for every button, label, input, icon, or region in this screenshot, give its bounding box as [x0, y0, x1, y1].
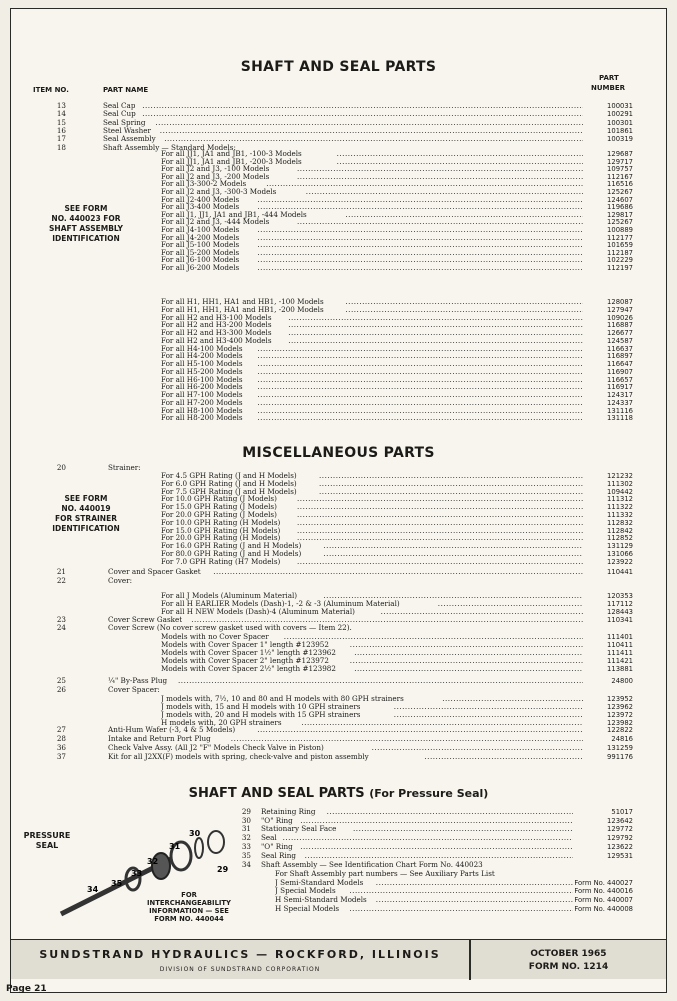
row-leader-dots	[319, 488, 583, 496]
row-part-name: Seal Cup	[103, 110, 136, 119]
row-leader-dots	[257, 264, 583, 272]
row-part-name: For all H4-200 Models	[161, 352, 243, 361]
label-line: PRESSURE	[23, 831, 71, 840]
row-part-name: H Semi-Standard Models	[275, 896, 367, 905]
row-item-no	[36, 711, 66, 719]
note-line: NO. 440019	[61, 504, 111, 513]
note-line: INFORMATION — SEE	[149, 907, 229, 915]
header-part-name: PART NAME	[103, 86, 149, 94]
row-part-number: 100889	[607, 226, 633, 234]
row-part-number: 116637	[607, 344, 633, 353]
row-leader-dots	[300, 817, 573, 825]
note-line: IDENTIFICATION	[52, 234, 120, 243]
row-part-name: For all J5-200 Models	[161, 248, 240, 257]
row-part-name: "O" Ring	[261, 842, 293, 851]
row-leader-dots	[142, 102, 583, 110]
row-part-name: For 7.0 GPH Rating (H7 Models)	[161, 557, 281, 566]
row-part-name: Cover and Spacer Gasket	[108, 568, 201, 576]
row-item-no	[36, 633, 66, 641]
row-part-number: 111401	[607, 633, 633, 641]
row-part-number: 116516	[607, 180, 633, 189]
header-item-no: ITEM NO.	[33, 86, 69, 94]
row-part-number: 991176	[607, 753, 633, 761]
row-part-name: For all H NEW Models (Dash)-4 (Aluminum Material)	[161, 608, 355, 616]
row-leader-dots	[376, 896, 573, 904]
row-part-name: For all H8-100 Models	[161, 406, 243, 415]
row-leader-dots	[394, 703, 583, 711]
row-leader-dots	[297, 534, 583, 542]
row-item-no: 37	[56, 752, 66, 761]
row-part-name: For all J2 and J3, -444 Models	[161, 218, 270, 227]
row-part-number: 123982	[607, 719, 633, 727]
row-part-name: Cover:	[108, 577, 132, 585]
row-part-name: J models with, 20 and H models with 15 GPH strainers	[161, 711, 361, 719]
footer-company: SUNDSTRAND HYDRAULICS — ROCKFORD, ILLINOIS	[39, 948, 441, 961]
row-leader-dots	[394, 711, 583, 719]
row-part-name: J models with, 7½, 10 and 80 and H models with 80 GPH strainers	[161, 695, 404, 703]
row-item-no	[36, 649, 66, 657]
row-leader-dots	[354, 665, 583, 673]
row-part-number: 113881	[607, 665, 633, 673]
row-part-name: Seal Spring	[103, 118, 146, 127]
row-leader-dots	[376, 879, 573, 887]
header-number: NUMBER	[591, 84, 626, 92]
page-frame	[10, 8, 667, 993]
shaft-assembly-note	[41, 204, 131, 244]
row-leader-dots	[442, 695, 583, 703]
row-part-name: For 16.0 GPH Rating (J and H Models)	[161, 542, 302, 551]
row-part-number: 24800	[611, 677, 633, 685]
row-part-number: 123922	[607, 557, 633, 566]
row-part-number: 111411	[607, 649, 633, 657]
row-part-name: Anti-Hum Wafer (-3, 4 & 5 Models)	[108, 726, 236, 734]
row-item-no	[36, 558, 66, 566]
row-leader-dots	[142, 110, 583, 118]
row-part-number: 131118	[607, 414, 633, 423]
row-item-no: 29	[241, 807, 251, 816]
note-line: FOR STRAINER	[55, 514, 117, 523]
row-part-name: For all H2 and H3-100 Models	[161, 313, 272, 322]
diagram-label-29: 29	[217, 865, 229, 874]
row-part-name: For 7.5 GPH Rating (J and H Models)	[161, 487, 297, 496]
row-leader-dots	[381, 608, 583, 616]
row-part-number: 129817	[607, 210, 633, 219]
row-part-number: 123972	[607, 711, 633, 719]
row-part-number: 100301	[607, 118, 633, 127]
row-part-number: 119686	[607, 203, 633, 212]
row-part-number: 128443	[607, 608, 633, 616]
row-leader-dots	[284, 633, 583, 641]
row-part-number: 120353	[607, 592, 633, 600]
row-part-number: Form No. 440008	[574, 905, 633, 913]
row-item-no: 13	[56, 101, 66, 110]
row-item-no: 30	[241, 815, 251, 825]
row-part-number: 125267	[607, 188, 633, 196]
row-part-name: Models with Cover Spacer 1" length #123952	[161, 641, 329, 649]
row-part-name: Check Valve Assy. (All J2 "F" Models Check Valve in Piston)	[108, 744, 324, 752]
note-line: SEE FORM	[64, 204, 108, 213]
row-part-name: For all J3-300-2 Models	[161, 180, 247, 189]
row-part-name: ¼" By-Pass Plug	[108, 677, 168, 685]
row-leader-dots	[372, 744, 583, 752]
row-part-number: 131129	[607, 542, 633, 551]
row-part-name: For all H7-100 Models	[161, 391, 243, 399]
row-item-no	[36, 414, 66, 422]
row-part-number: 123642	[607, 816, 633, 825]
row-part-number: 101861	[607, 126, 633, 135]
row-leader-dots	[323, 542, 583, 550]
row-part-name: Seal Assembly	[103, 135, 156, 144]
row-part-name: For all J4-100 Models	[161, 226, 240, 234]
row-part-number: 111312	[607, 495, 633, 504]
row-part-name: J Semi-Standard Models	[275, 878, 364, 887]
footer-division: DIVISION OF SUNDSTRAND CORPORATION	[159, 966, 321, 973]
row-part-number: 112177	[607, 233, 633, 242]
row-part-number: 123952	[607, 695, 633, 703]
row-leader-dots	[350, 657, 583, 665]
row-part-number: 124337	[607, 398, 633, 407]
diagram-label-31: 31	[169, 842, 181, 851]
row-part-name: Retaining Ring	[261, 808, 316, 816]
diagram-label-32: 32	[147, 857, 159, 866]
row-part-name: For 10.0 GPH Rating (J Models)	[161, 495, 277, 504]
row-part-number: 117112	[607, 600, 633, 608]
footer-form: FORM NO. 1214	[528, 962, 609, 972]
row-leader-dots	[231, 735, 583, 743]
row-part-number: 116907	[607, 367, 633, 376]
row-part-name: For all H4-100 Models	[161, 344, 243, 353]
row-item-no: 33	[241, 841, 251, 851]
row-leader-dots	[319, 480, 583, 488]
row-leader-dots	[297, 558, 583, 566]
row-part-name: Models with no Cover Spacer	[161, 633, 269, 641]
row-leader-dots	[349, 887, 573, 895]
row-part-number: 24816	[611, 735, 633, 743]
note-line: IDENTIFICATION	[52, 524, 120, 533]
row-item-no: 24	[56, 623, 66, 632]
row-item-no	[36, 665, 66, 673]
row-item-no: 32	[241, 833, 251, 843]
row-item-no: 31	[241, 824, 251, 834]
row-leader-dots	[155, 119, 583, 127]
row-leader-dots	[213, 568, 583, 576]
row-leader-dots	[354, 649, 583, 657]
section-title-pressure-seal	[11, 786, 666, 801]
row-item-no: 28	[56, 734, 66, 743]
row-part-number: 123962	[607, 703, 633, 711]
diagram-label-34: 34	[87, 885, 99, 894]
row-part-name: For all H1, HH1, HA1 and HB1, -200 Models	[161, 305, 324, 314]
header-part: PART	[599, 74, 619, 82]
row-part-name: For 20.0 GPH Rating (J Models)	[161, 511, 277, 519]
row-part-number: 129772	[607, 825, 633, 834]
row-item-no	[36, 542, 66, 550]
row-part-name: For all H7-200 Models	[161, 398, 243, 407]
row-part-number: 111322	[607, 503, 633, 512]
strainer-note	[41, 494, 131, 534]
row-part-name: "O" Ring	[261, 816, 293, 825]
row-part-name: Seal Ring	[261, 851, 296, 860]
row-part-number: 122822	[607, 726, 633, 734]
row-leader-dots	[323, 550, 583, 558]
row-part-name: Shaft Assembly — See Identification Chart Form No. 440023	[261, 861, 483, 869]
row-item-no	[36, 264, 66, 272]
row-part-name: For Shaft Assembly part numbers — See Auxiliary Parts List	[275, 869, 495, 878]
row-item-no	[36, 480, 66, 488]
row-leader-dots	[353, 825, 573, 833]
label-line: SEAL	[35, 841, 59, 850]
row-item-no	[36, 600, 66, 608]
row-part-number: 116647	[607, 360, 633, 368]
row-item-no: 36	[56, 743, 66, 752]
row-part-name: For all J1, JJ1, JA1 and JB1, -444 Models	[161, 210, 307, 219]
row-item-no: 35	[241, 850, 251, 860]
row-part-number: 127947	[607, 305, 633, 314]
row-part-name: J Special Models	[275, 887, 336, 896]
row-part-number: 109026	[607, 313, 633, 322]
row-part-number: 101659	[607, 241, 633, 250]
row-part-name: Seal Cap	[103, 102, 136, 110]
row-item-no	[36, 703, 66, 711]
footer	[11, 939, 666, 979]
row-part-name: For all JJ1, JA1 and JB1, -200-3 Models	[161, 157, 302, 166]
row-item-no: 27	[56, 725, 66, 734]
row-leader-dots	[424, 753, 583, 761]
note-line: SEE FORM	[64, 494, 108, 503]
row-part-name: For 6.0 GPH Rating (J and H Models)	[161, 479, 297, 488]
row-part-number: 112197	[607, 264, 633, 272]
row-part-name: For all H6-200 Models	[161, 383, 243, 392]
row-part-number: 100319	[607, 135, 633, 144]
row-item-no: 15	[56, 117, 66, 127]
row-item-no: 16	[56, 125, 66, 135]
row-part-number: 125267	[607, 218, 633, 227]
row-part-number: Form No. 440007	[574, 896, 633, 905]
row-item-no	[36, 641, 66, 649]
row-leader-dots	[327, 808, 573, 816]
row-part-name: Cover Screw (No cover screw gasket used with covers — Item 22).	[108, 624, 352, 632]
row-part-number: 111332	[607, 511, 633, 519]
row-item-no: 21	[56, 567, 66, 576]
row-leader-dots	[160, 127, 583, 135]
row-part-name: For all JJ1, JA1 and JB1, -100-3 Models	[161, 150, 302, 158]
row-part-name: For all H EARLIER Models (Dash)-1, -2 & -3 (Aluminum Material)	[161, 600, 400, 608]
row-part-number: 121232	[607, 472, 633, 480]
row-item-no: 23	[56, 615, 66, 624]
row-part-number: 124607	[607, 195, 633, 204]
row-item-no	[36, 550, 66, 558]
row-part-name: For all J2-400 Models	[161, 195, 240, 204]
row-part-number: 128087	[607, 298, 633, 306]
row-part-name: For all H1, HH1, HA1 and HB1, -100 Models	[161, 298, 324, 306]
row-part-number: 112832	[607, 518, 633, 527]
row-part-name: Seal	[261, 834, 277, 843]
row-part-name: For all H5-100 Models	[161, 360, 243, 368]
row-item-no: 20	[56, 463, 66, 472]
row-part-number: 109757	[607, 165, 633, 174]
row-part-number: 131116	[607, 406, 633, 415]
row-part-name: For all J4-200 Models	[161, 233, 240, 242]
row-part-number: 100031	[607, 102, 633, 110]
row-part-name: For all H5-200 Models	[161, 367, 243, 376]
row-item-no	[36, 534, 66, 542]
row-leader-dots	[297, 527, 583, 535]
row-part-number: 51017	[611, 808, 633, 816]
row-part-name: For all J2 and J3, -100 Models	[161, 165, 270, 174]
row-part-number: 109442	[607, 487, 633, 496]
row-part-number: 100291	[607, 110, 633, 119]
row-leader-dots	[349, 905, 573, 913]
row-leader-dots	[323, 592, 583, 600]
row-part-name: Stationary Seal Face	[261, 825, 337, 834]
row-item-no: 17	[56, 134, 66, 144]
note-line: NO. 440023 FOR	[51, 214, 121, 223]
row-item-no: 14	[56, 109, 66, 119]
row-part-number: 111302	[607, 479, 633, 488]
row-item-no: 22	[56, 576, 66, 585]
diagram-label-33: 33	[131, 869, 143, 878]
row-part-name: For all J Models (Aluminum Material)	[161, 592, 298, 600]
pressure-subtitle: (For Pressure Seal)	[369, 787, 489, 800]
row-item-no: 18	[56, 142, 66, 152]
row-leader-dots	[283, 834, 573, 842]
row-part-number: 129687	[607, 150, 633, 158]
row-part-number: 123622	[607, 842, 633, 851]
row-part-name: Steel Washer	[103, 126, 151, 135]
row-leader-dots	[319, 472, 583, 480]
section-title-misc: MISCELLANEOUS PARTS	[242, 445, 435, 461]
diagram-label-30: 30	[189, 829, 201, 838]
row-part-number: 112852	[607, 534, 633, 543]
note-line: INTERCHANGEABILITY	[147, 899, 231, 907]
row-part-name: For all J5-100 Models	[161, 241, 240, 250]
row-leader-dots	[297, 503, 583, 511]
section-title-shaft-seal: SHAFT AND SEAL PARTS	[240, 59, 437, 75]
row-part-name: H Special Models	[275, 905, 340, 913]
row-leader-dots	[297, 495, 583, 503]
row-part-name: Cover Screw Gasket	[108, 616, 183, 624]
row-part-name: Models with Cover Spacer 1½" length #123962	[161, 649, 336, 657]
row-part-number: 110411	[607, 641, 633, 649]
row-part-number: 126677	[607, 329, 633, 337]
row-part-number: 111421	[607, 657, 633, 665]
row-part-name: J models with, 15 and H models with 10 GPH strainers	[161, 703, 361, 711]
row-part-number: 110441	[607, 568, 633, 576]
row-part-name: Models with Cover Spacer 2" length #123972	[161, 657, 329, 665]
row-part-name: For all H6-100 Models	[161, 375, 243, 384]
row-item-no	[36, 592, 66, 600]
row-part-number: 112187	[607, 248, 633, 257]
row-leader-dots	[164, 135, 583, 143]
note-line: FOR	[181, 891, 197, 899]
row-part-name: Strainer:	[108, 464, 141, 472]
row-leader-dots	[257, 726, 583, 734]
row-part-name: For 10.0 GPH Rating (H Models)	[161, 518, 281, 527]
row-part-number: 112842	[607, 526, 633, 535]
row-part-name: For 15.0 GPH Rating (J Models)	[161, 503, 277, 512]
row-leader-dots	[305, 852, 573, 860]
row-part-name: Kit for all J2XX(F) models with spring, check-valve and piston assembly	[108, 753, 369, 761]
note-line: SHAFT ASSEMBLY	[49, 224, 123, 233]
row-item-no	[36, 695, 66, 703]
row-part-number: 102229	[607, 256, 633, 265]
row-part-number: 112167	[607, 172, 633, 181]
row-part-number: Form No. 440027	[574, 878, 633, 887]
page-number: Page 21	[6, 984, 47, 994]
row-part-number: Form No. 440016	[574, 887, 633, 896]
row-part-number: 129792	[607, 834, 633, 843]
row-part-name: For all H2 and H3-200 Models	[161, 321, 272, 330]
row-item-no: 26	[56, 685, 66, 694]
row-part-name: For all H2 and H3-400 Models	[161, 336, 272, 345]
row-item-no: 34	[241, 860, 251, 869]
row-part-name: For all J2 and J3, -300-3 Models	[161, 188, 277, 196]
row-part-number: 131259	[607, 744, 633, 752]
row-leader-dots	[438, 600, 583, 608]
row-part-number: 116657	[607, 375, 633, 384]
row-leader-dots	[300, 843, 573, 851]
row-part-number: 129717	[607, 157, 633, 166]
row-leader-dots	[178, 677, 583, 685]
note-line: FORM NO. 440044	[154, 915, 224, 923]
row-part-number: 131066	[607, 550, 633, 558]
interchangeability-note	[129, 891, 249, 923]
row-part-name: For all J6-100 Models	[161, 256, 240, 265]
row-part-name: For 4.5 GPH Rating (J and H Models)	[161, 472, 297, 480]
diagram-label-35: 35	[111, 879, 123, 888]
row-part-number: 116917	[607, 383, 633, 392]
pressure-title: SHAFT AND SEAL PARTS	[188, 786, 365, 801]
row-part-name: For all J6-200 Models	[161, 264, 240, 272]
row-part-number: 116897	[607, 352, 633, 361]
row-item-no	[36, 472, 66, 480]
row-part-name: Shaft Assembly — Standard Models:	[103, 143, 236, 152]
row-leader-dots	[297, 519, 583, 527]
footer-divider	[469, 940, 471, 980]
row-part-number: 116887	[607, 321, 633, 330]
row-part-name: Models with Cover Spacer 2½" length #123982	[161, 665, 336, 673]
row-part-name: For all H2 and H3-300 Models	[161, 329, 272, 337]
row-item-no	[36, 657, 66, 665]
row-part-name: For 15.0 GPH Rating (H Models)	[161, 526, 281, 535]
row-part-number: 129531	[607, 851, 633, 860]
row-leader-dots	[257, 414, 583, 422]
row-leader-dots	[191, 616, 583, 624]
row-part-name: For all H8-200 Models	[161, 414, 243, 423]
row-item-no: 25	[56, 676, 66, 685]
row-part-name: For 20.0 GPH Rating (H Models)	[161, 534, 281, 543]
row-part-number: 124587	[607, 336, 633, 345]
row-part-number: 110341	[607, 616, 633, 624]
row-leader-dots	[350, 641, 583, 649]
row-part-name: Cover Spacer:	[108, 686, 160, 694]
row-part-name: H models with, 20 GPH strainers	[161, 719, 282, 727]
row-leader-dots	[297, 511, 583, 519]
row-part-name: Intake and Return Port Plug	[108, 735, 211, 743]
row-part-name: For 80.0 GPH Rating (J and H Models)	[161, 550, 302, 558]
row-part-name: For all J3-400 Models	[161, 203, 240, 212]
row-part-name: For all J2 and J3, -200 Models	[161, 172, 270, 181]
row-part-number: 124317	[607, 391, 633, 399]
footer-date: OCTOBER 1965	[530, 949, 607, 959]
